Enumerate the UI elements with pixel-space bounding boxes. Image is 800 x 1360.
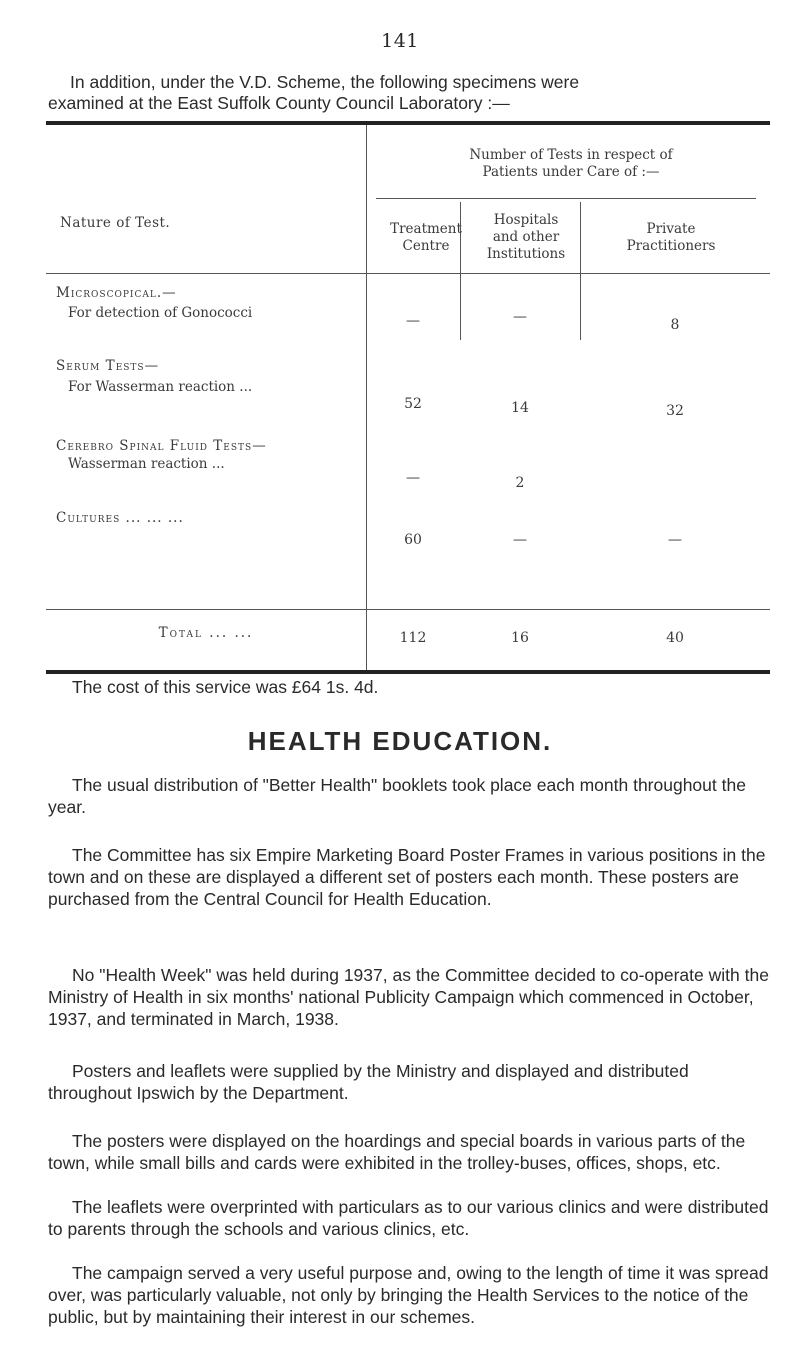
cell-private: 32: [666, 403, 684, 419]
row-subtitle: For detection of Gonococci: [68, 305, 253, 321]
table-rule: [376, 198, 756, 199]
cell-hospitals: 14: [511, 400, 529, 416]
cell-hospitals: 2: [515, 475, 525, 491]
cell-private: —: [668, 532, 682, 548]
paragraph-6: [48, 1196, 772, 1240]
paragraph-5: [48, 1130, 772, 1174]
paragraph-text: Posters and leaflets were supplied by the Ministry and displayed and distributed throughout Ipswich by the Department.: [48, 1061, 689, 1103]
row-title: Cerebro Spinal Fluid Tests—: [56, 438, 267, 454]
cell-treatment-centre: 60: [404, 532, 422, 548]
paragraph-4: [48, 1060, 772, 1104]
group-header-line-1: Number of Tests in respect of: [469, 147, 673, 163]
row-title: Cultures ... ... ...: [56, 510, 184, 526]
total-treatment-centre: 112: [399, 630, 427, 646]
paragraph-text: The campaign served a very useful purpose and, owing to the length of time it was spread over, was particularly valuable, not only by bringing the Health Services to the notice of the public, but by maintaining their interest in our schemes.: [48, 1263, 769, 1327]
paragraph-2: [48, 844, 772, 910]
section-heading: HEALTH EDUCATION.: [247, 726, 553, 756]
cell-private: 8: [670, 317, 680, 333]
paragraph-text: The posters were displayed on the hoardings and special boards in various parts of the town, while small bills and cards were exhibited in the trolley-buses, offices, shops, etc.: [48, 1131, 746, 1173]
cell-treatment-centre: —: [406, 470, 420, 486]
col-header-hospitals: [466, 212, 586, 263]
intro-line-1: In addition, under the V.D. Scheme, the following specimens were: [70, 72, 580, 92]
col-header-line: Private: [646, 221, 696, 237]
cell-treatment-centre: —: [406, 313, 420, 329]
cell-hospitals: —: [513, 532, 527, 548]
col-header-line: and other: [492, 229, 560, 245]
col-header-line: Institutions: [486, 246, 566, 262]
paragraph-text: The leaflets were overprinted with particulars as to our various clinics and were distributed to parents through the schools and various clinics, etc.: [48, 1197, 769, 1239]
paragraph-text: The Committee has six Empire Marketing Board Poster Frames in various positions in the town and on these are displayed a different set of posters each month. These posters are purchased from the Central Council for Health Education.: [48, 845, 766, 909]
col-header-line: Treatment: [390, 221, 462, 237]
specimens-table: [46, 121, 770, 674]
row-title: Microscopical.—: [56, 285, 177, 301]
group-header-line-2: Patients under Care of :—: [482, 164, 660, 180]
paragraph-1: [48, 774, 772, 818]
paragraph-7: [48, 1262, 772, 1328]
col-header-line: Hospitals: [493, 212, 559, 228]
col-header-line: Centre: [402, 238, 450, 254]
total-hospitals: 16: [511, 630, 529, 646]
paragraph-text: No "Health Week" was held during 1937, as the Committee decided to co-operate with the Ministry of Health in six months' national Publicity Campaign which commenced in October, 1937, and terminated in March, 1938.: [48, 965, 769, 1029]
paragraph-text: The usual distribution of "Better Health" booklets took place each month throughout the year.: [48, 775, 746, 817]
total-private: 40: [666, 630, 684, 646]
row-title: Serum Tests—: [56, 358, 160, 374]
cost-paragraph: [48, 676, 772, 698]
nature-of-test-header: Nature of Test.: [60, 215, 171, 231]
cell-hospitals: —: [513, 309, 527, 325]
row-subtitle: For Wasserman reaction ...: [68, 379, 253, 395]
intro-line-2: examined at the East Suffolk County Council Laboratory :—: [48, 93, 510, 113]
paragraph-3: [48, 964, 772, 1030]
intro-text: [48, 72, 768, 114]
page-number: 141: [381, 30, 419, 52]
row-subtitle: Wasserman reaction ...: [68, 456, 225, 472]
col-header-line: Practitioners: [626, 238, 716, 254]
group-header: [406, 147, 736, 181]
col-header-private-practitioners: [586, 221, 756, 255]
table-rule: [46, 273, 770, 274]
table-rule: [46, 609, 770, 610]
total-label: Total ... ...: [158, 625, 254, 641]
cell-treatment-centre: 52: [404, 396, 422, 412]
cost-text: The cost of this service was £64 1s. 4d.: [72, 677, 379, 697]
